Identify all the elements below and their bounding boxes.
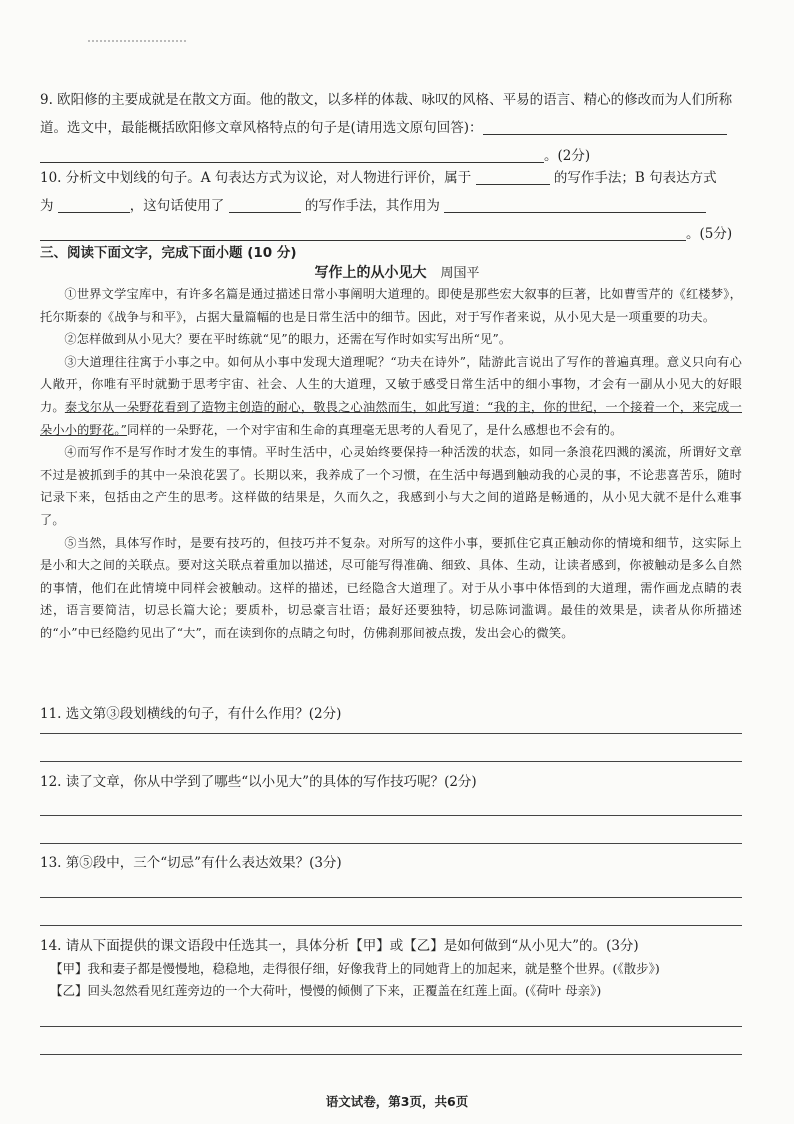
answer-blank-10b[interactable] xyxy=(58,196,130,213)
passage-paragraph-4: ④而写作不是写作时才发生的事情。平时生活中，心灵始终要保持一种活泼的状态，如同一条浪花四溅的溪流，所谓好文章不过是被抓到手的其中一朵浪花罢了。长期以来，我养成了一个习惯，在生活中每遇到触动我的心灵的事，不论悲喜苦乐，随时记录下来，包括由之产生的思考。这样做的结果是，久而久之，我感到小与大之间的道路是畅通的，从小见大就不是什么难事了。 xyxy=(40,445,742,527)
article-title-row xyxy=(0,262,794,282)
article-title: 写作上的从小见大 xyxy=(314,265,427,281)
question-11: 11. 选文第③段划横线的句子，有什么作用？(2分) xyxy=(40,706,342,722)
article-author: 周国平 xyxy=(440,266,480,281)
question-10-part1: 10. 分析文中划线的句子。A 句表达方式为议论，对人物进行评价，属于 xyxy=(40,170,472,186)
question-10-part3: 为 xyxy=(40,198,54,214)
question-13: 13. 第⑤段中，三个“切忌”有什么表达效果？(3分) xyxy=(40,855,342,871)
passage-paragraph-5: ⑤当然，具体写作时，是要有技巧的，但技巧并不复杂。对所写的这件小事，要抓住它真正触动你的情境和细节，这实际上是小和大之间的关联点。要对这关联点着重加以描述，尽可能写得准确、细致、具体、生动，让读者感到，你被触动是多么自然的事情，他们在此情境中同样会被触动。这样的描述，已经隐含大道理了。对于从小事中体悟到的大道理，需作画龙点睛的表述，语言要简洁，切忌长篇大论；要质朴，切忌豪言壮语；最好还要独特，切忌陈词滥调。最佳的效果是，读者从你所描述的“小”中已经隐约见出了“大”，而在读到你的点睛之句时，仿佛刹那间被点拨，发出会心的微笑。 xyxy=(40,535,742,640)
question-12: 12. 读了文章，你从中学到了哪些“以小见大”的具体的写作技巧呢？(2分) xyxy=(40,774,477,790)
question-10 xyxy=(40,164,746,248)
answer-blank-9a[interactable] xyxy=(483,118,727,135)
answer-line-13a[interactable] xyxy=(40,897,742,898)
question-14-prompt: 14. 请从下面提供的课文语段中任选其一，具体分析【甲】或【乙】是如何做到“从小见大”的。(3分) xyxy=(40,938,639,954)
question-10-part5: 的写作手法，其作用为 xyxy=(304,198,440,214)
passage-paragraph-3 xyxy=(40,351,742,441)
question-10-points: 。(5分) xyxy=(686,226,733,242)
question-9-prompt: 道。选文中，最能概括欧阳修文章风格特点的句子是(请用选文原句回答)： xyxy=(40,120,483,136)
page-footer: 语文试卷，第3页，共6页 xyxy=(325,1094,469,1109)
answer-blank-9b[interactable] xyxy=(40,146,544,163)
answer-line-13b[interactable] xyxy=(40,925,742,926)
question-9-line1: 9. 欧阳修的主要成就是在散文方面。他的散文，以多样的体裁、咏叹的风格、平易的语言、精心的修改而为人们所称 xyxy=(40,92,733,108)
section-3-heading: 三、阅读下面文字，完成下面小题 (10 分) xyxy=(40,245,297,261)
passage-paragraph-2: ②怎样做到从小见大？要在平时练就“见”的眼力，还需在写作时如实写出所“见”。 xyxy=(64,332,512,347)
underlined-sentence: 泰戈尔从一朵野花看到了造物主创造的耐心，敬畏之心油然而生，如此写道：“我的主，你的世纪，一个接着一个，来完成一朵小小的野花。” xyxy=(40,399,742,437)
passage-paragraph-1: ①世界文学宝库中，有许多名篇是通过描述日常小事阐明大道理的。即使是那些宏大叙事的巨著，比如曹雪芹的《红楼梦》，托尔斯泰的《战争与和平》，占据大量篇幅的也是日常生活中的细节。因此，对于写作者来说，从小见大是一项重要的功夫。 xyxy=(40,287,742,324)
answer-line-11b[interactable] xyxy=(40,761,742,762)
answer-blank-10c[interactable] xyxy=(229,196,301,213)
passage-paragraph-3-text: ③大道理往往寓于小事之中。如何从小事中发现大道理呢？“功夫在诗外”，陆游此言说出了写作的普遍真理。意义只向有心人敞开，你唯有平时就勤于思考宇宙、社会、人生的大道理，又敏于感受日常生活中的细小事物，才会有一副从小见大的好眼力。 xyxy=(40,354,742,414)
answer-line-14a[interactable] xyxy=(40,1026,742,1027)
question-10-line1 xyxy=(40,164,746,192)
question-10-line2 xyxy=(40,192,746,220)
question-9-line2 xyxy=(40,114,746,142)
passage-paragraph-3-end: 同样的一朵野花，一个对宇宙和生命的真理毫无思考的人看见了，是什么感想也不会有的。 xyxy=(127,422,623,437)
answer-blank-10a[interactable] xyxy=(476,168,550,185)
question-14 xyxy=(40,932,746,960)
question-9 xyxy=(40,86,746,170)
question-10-part4: ，这句话使用了 xyxy=(129,198,225,214)
answer-line-14b[interactable] xyxy=(40,1054,742,1055)
answer-line-12a[interactable] xyxy=(40,815,742,816)
answer-line-11a[interactable] xyxy=(40,733,742,734)
answer-blank-10d[interactable] xyxy=(444,196,706,213)
reading-passage xyxy=(40,283,742,645)
excerpt-jia: 【甲】我和妻子都是慢慢地，稳稳地，走得很仔细，好像我背上的同她背上的加起来，就是整个世界。(《散步》) xyxy=(50,961,660,976)
answer-blank-10e[interactable] xyxy=(40,224,686,241)
header-remnant xyxy=(88,40,186,47)
answer-line-12b[interactable] xyxy=(40,843,742,844)
question-9-points: 。(2分) xyxy=(544,148,591,164)
excerpt-yi: 【乙】回头忽然看见红莲旁边的一个大荷叶，慢慢的倾侧了下来，正覆盖在红莲上面。(《荷叶 母亲》) xyxy=(50,983,602,998)
question-10-part2: 的写作手法；B 句表达方式 xyxy=(553,170,717,186)
